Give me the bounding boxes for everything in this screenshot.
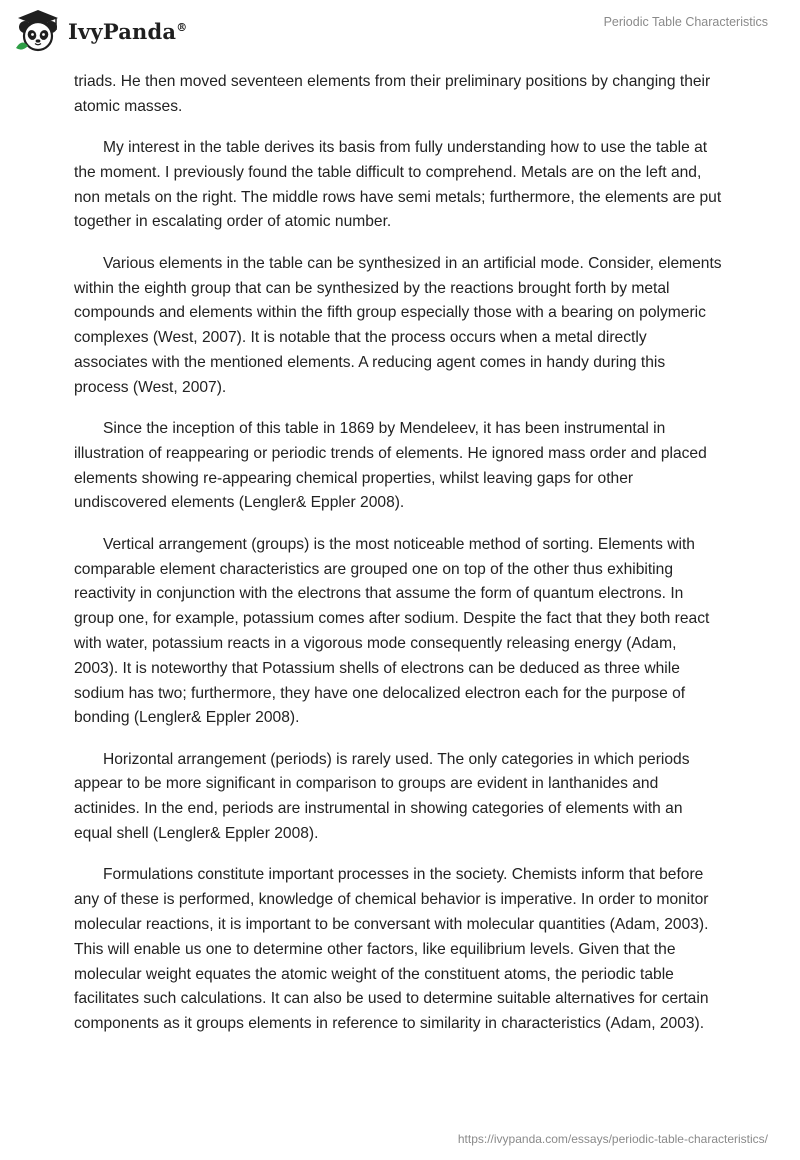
paragraph: triads. He then moved seventeen elements from their preliminary positions by changing their atomic masses.: [74, 73, 711, 115]
paragraph: Horizontal arrangement (periods) is rarely used. The only categories in which periods appear to be more significant in comparison to groups are evident in lanthanides and actinides. In the end, periods are instrumental in showing categories of elements with an equal shell (Lengler& Eppler 2008).: [74, 750, 690, 843]
document-title: Periodic Table Characteristics: [603, 15, 768, 29]
panda-graduate-icon: [14, 8, 62, 54]
brand-logo[interactable]: [14, 8, 187, 54]
essay-body: [74, 70, 724, 1053]
brand-name: IvyPanda®: [68, 18, 188, 44]
page-header: [0, 0, 800, 62]
paragraph: Since the inception of this table in 1869 by Mendeleev, it has been instrumental in illustration of reappearing or periodic trends of elements. He ignored mass order and placed elements showing re-appearing chemical properties, whilst leaving gaps for other undiscovered elements (Lengler& Eppler 2008).: [74, 420, 707, 512]
paragraph: My interest in the table derives its basis from fully understanding how to use the table at the moment. I previously found the table difficult to comprehend. Metals are on the left and, non metals on the right. The middle rows have semi metals; furthermore, the elements are put together in escalating order of atomic number.: [74, 139, 722, 231]
paragraph: Formulations constitute important processes in the society. Chemists inform that before any of these is performed, knowledge of chemical behavior is imperative. In order to monitor molecular reactions, it is important to be conversant with molecular quantities (Adam, 2003). This will enable us one to determine other factors, like equilibrium levels. Given that the molecular weight equates the atomic weight of the constituent atoms, the periodic table facilitates such calculations. It can also be used to determine suitable alternatives for certain components as it groups elements in reference to similarity in characteristics (Adam, 2003).: [74, 866, 709, 1033]
paragraph: Vertical arrangement (groups) is the most noticeable method of sorting. Elements with comparable element characteristics are grouped one on top of the other thus exhibiting reactivity in conjunction with the electrons that assume the form of quantum electrons. In group one, for example, potassium comes after sodium. Despite the fact that they both react with water, potassium reacts in a vigorous mode consequently releasing energy (Adam, 2003). It is noteworthy that Potassium shells of electrons can be deduced as three while sodium has two; furthermore, they have one delocalized electron each for the purpose of bonding (Lengler& Eppler 2008).: [74, 535, 710, 727]
source-url-link[interactable]: https://ivypanda.com/essays/periodic-table-characteristics/: [457, 1132, 768, 1146]
paragraph: Various elements in the table can be synthesized in an artificial mode. Consider, elements within the eighth group that can be synthesized by the reactions brought forth by metal compounds and elements within the fifth group especially those with a bearing on polymeric complexes (West, 2007). It is notable that the process occurs when a metal directly associates with the mentioned elements. A reducing agent comes in handy during this process (West, 2007).: [74, 254, 722, 396]
